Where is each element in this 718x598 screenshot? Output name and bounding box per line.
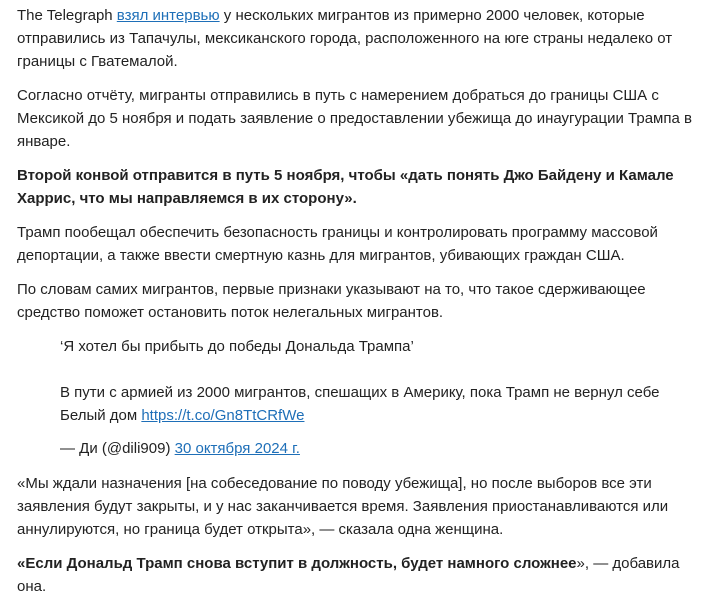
paragraph-7-rest: », — добавила она. — [17, 555, 680, 595]
paragraph-1-lead: The Telegraph — [17, 7, 117, 24]
tweet-text — [60, 381, 706, 427]
paragraph-7-open-quote: « — [17, 555, 26, 572]
paragraph-7-bold: Если Дональд Трамп снова вступит в должность, будет намного сложнее — [25, 555, 577, 572]
tweet-headline: ‘Я хотел бы прибыть до победы Дональда Трампа’ — [60, 338, 414, 355]
tweet-short-link[interactable]: https://t.co/Gn8TtCRfWe — [141, 407, 305, 424]
tweet-author: — Ди (@dili909) — [60, 440, 175, 457]
paragraph-3-bold: Второй конвой отправится в путь 5 ноября, чтобы «дать понять Джо Байдену и Камале Харрис, что мы направляемся в их сторону». — [17, 167, 674, 207]
paragraph-2: Согласно отчёту, мигранты отправились в путь с намерением добраться до границы США с Мексикой до 5 ноября и подать заявление о предоставлении убежища до инаугурации Трампа в январе. — [17, 87, 692, 150]
paragraph-5: По словам самих мигрантов, первые признаки указывают на то, что такое сдерживающее средство поможет остановить поток нелегальных мигрантов. — [17, 281, 646, 321]
tweet-text-body: В пути с армией из 2000 мигрантов, спешащих в Америку, пока Трамп не вернул себе Белый дом — [60, 384, 660, 424]
paragraph-6: «Мы ждали назначения [на собеседование по поводу убежища], но после выборов все эти заявления будут закрыты, и у нас заканчивается время. Заявления приостанавливаются или аннулируются, но граница будет открыта», — сказала одна женщина. — [17, 475, 669, 538]
paragraph-4: Трамп пообещал обеспечить безопасность границы и контролировать программу массовой депортации, а также ввести смертную казнь для мигрантов, убивающих граждан США. — [17, 224, 658, 264]
paragraph-3 — [17, 164, 706, 210]
paragraph-1-rest: у нескольких мигрантов из примерно 2000 человек, которые отправились из Тапачулы, мексиканского города, расположенного на юге страны недалеко от границы с Гватемалой. — [17, 7, 673, 70]
interview-link[interactable]: взял интервью — [116, 7, 220, 24]
paragraph-7 — [17, 552, 706, 598]
tweet-date-link[interactable]: 30 октября 2024 г. — [174, 440, 300, 457]
embedded-tweet — [17, 335, 706, 460]
tweet-attribution — [60, 437, 706, 460]
paragraph-1 — [17, 4, 706, 73]
